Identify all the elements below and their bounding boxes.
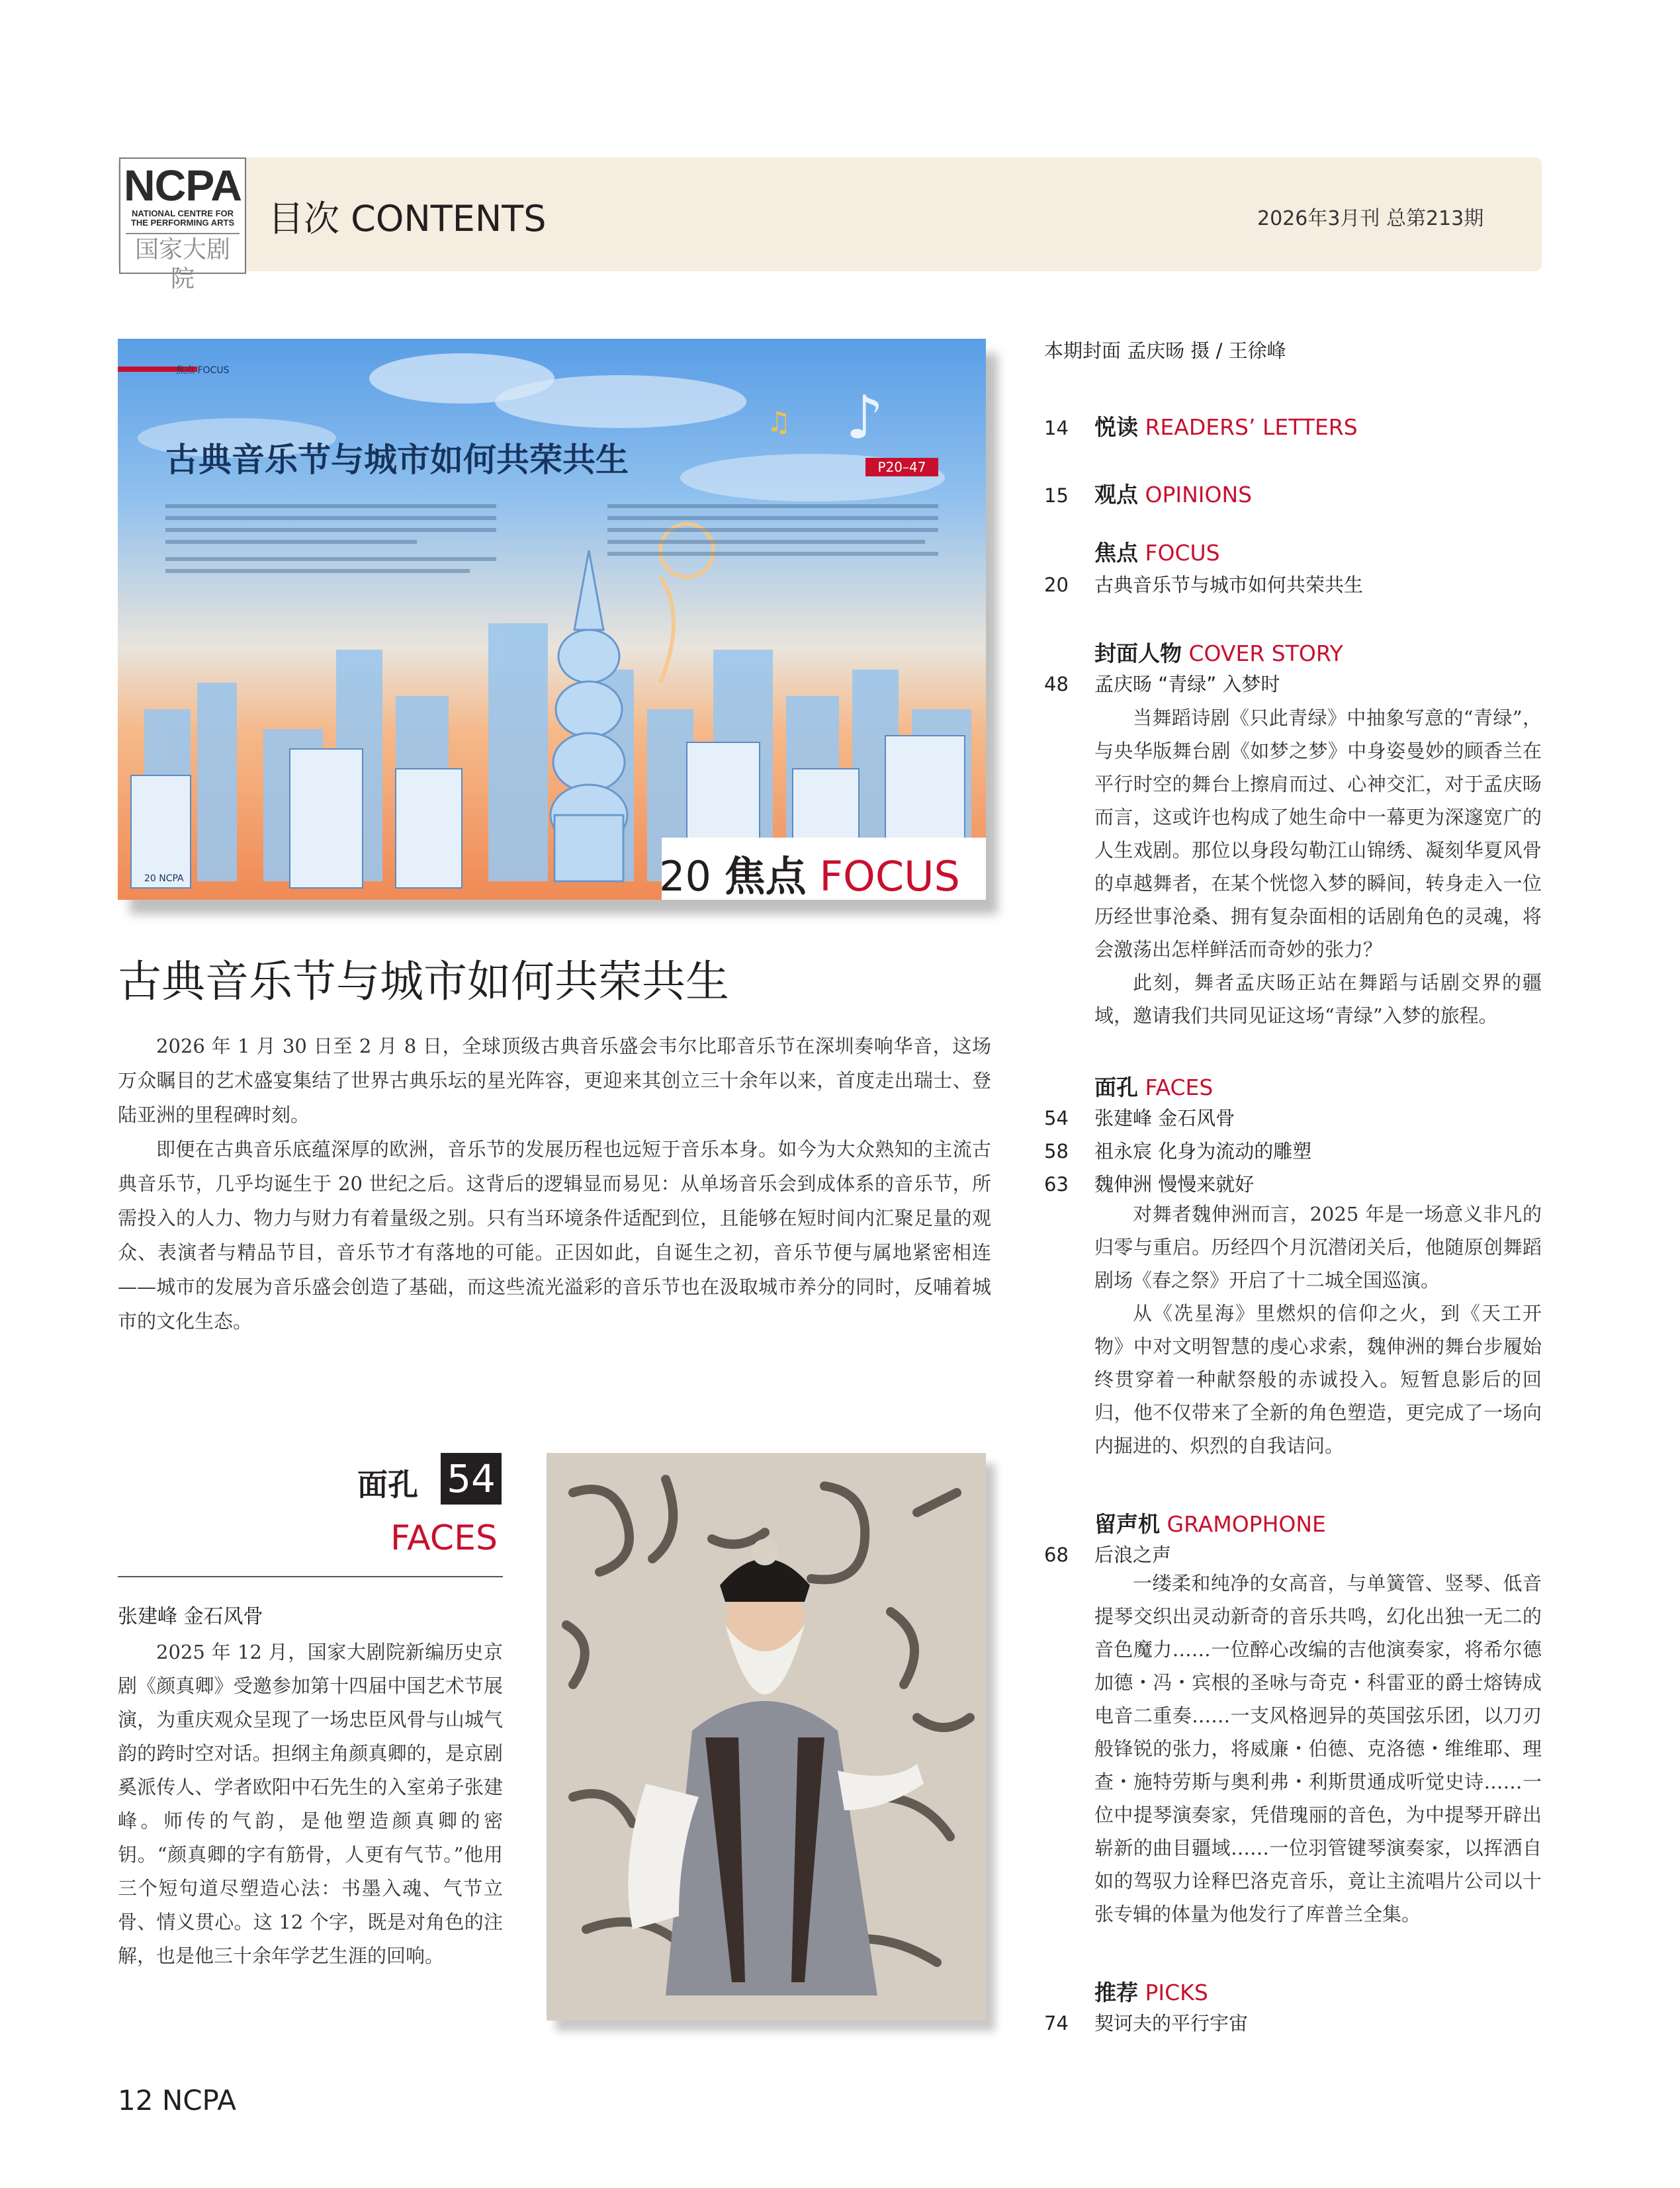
toc-entry[interactable] [1044, 670, 1280, 697]
toc-section-en: READERS’ LETTERS [1145, 414, 1358, 440]
cover-credit: 本期封面 孟庆旸 摄 / 王徐峰 [1044, 339, 1286, 362]
toc-section-cn: 推荐 [1094, 1980, 1138, 2005]
toc-gramophone-heading [1094, 1507, 1326, 1538]
toc-entry[interactable] [1044, 1540, 1171, 1567]
toc-section-cn: 观点 [1094, 482, 1138, 507]
toc-section-cn: 焦点 [1094, 540, 1138, 566]
toc-entry[interactable] [1044, 1104, 1235, 1131]
toc-entry-title: 孟庆旸 “青绿” 入梦时 [1094, 673, 1280, 695]
toc-section-cn: 封面人物 [1094, 640, 1182, 666]
cover-caption-number: 20 [659, 852, 711, 900]
cover-headline: 古典音乐节与城市如何共荣共生 [165, 440, 629, 479]
toc-entry-title: 古典音乐节与城市如何共荣共生 [1094, 574, 1364, 596]
focus-paragraph: 即便在古典音乐底蕴深厚的欧洲，音乐节的发展历程也远短于音乐本身。如今为大众熟知的主流古典音乐节，几乎均诞生于 20 世纪之后。这背后的逻辑显而易见：从单场音乐会到成体系的音乐节，所需投入的人力、物力与财力有着量级之别。只有当环境条件适配到位，且能够在短时间内汇聚足量的观众、表演者与精品节目，音乐节才有落地的可能。正因如此，自诞生之初，音乐节便与属地紧密相连——城市的发展为音乐盛会创造了基础，而这些流光溢彩的音乐节也在汲取城市养分的同时，反哺着城市的文化生态。 [118, 1138, 991, 1333]
toc-entry[interactable] [1044, 2009, 1248, 2036]
logo-subtitle-1: NATIONAL CENTRE FOR [131, 208, 234, 218]
focus-paragraph: 2026 年 1 月 30 日至 2 月 8 日，全球顶级古典音乐盛会韦尔比耶音乐节在深圳奏响华音，这场万众瞩目的艺术盛宴集结了世界古典乐坛的星光阵容，更迎来其创立三十余年以来，首度走出瑞士、登陆亚洲的里程碑时刻。 [118, 1035, 991, 1126]
cover-folio: 20 NCPA [144, 873, 184, 884]
toc-page-number: 63 [1044, 1173, 1069, 1196]
page-footer [118, 2084, 236, 2117]
summary-paragraph: 对舞者魏伸洲而言，2025 年是一场意义非凡的归零与重启。历经四个月沉潜闭关后，他随原创舞蹈剧场《春之祭》开启了十二城全国巡演。 [1094, 1203, 1542, 1291]
toc-section-cn: 留声机 [1094, 1511, 1160, 1537]
toc-section-en: PICKS [1145, 1980, 1208, 2005]
logo-text: NCPA [123, 161, 242, 210]
summary-paragraph: 当舞蹈诗剧《只此青绿》中抽象写意的“青绿”，与央华版舞台剧《如梦之梦》中身姿曼妙的顾香兰在平行时空的舞台上擦肩而过、心神交汇，对于孟庆旸而言，这或许也构成了她生命中一幕更为深邃宽广的人生戏剧。那位以身段勾勒江山锦绣、凝刻华夏风骨的卓越舞者，在某个恍惚入梦的瞬间，转身走入一位历经世事沧桑、拥有复杂面相的话剧角色的灵魂，将会激荡出怎样鲜活而奇妙的张力？ [1094, 707, 1542, 961]
gramophone-summary [1094, 1567, 1542, 1931]
toc-entry[interactable] [1044, 1137, 1311, 1164]
faces-subtitle: 张建峰 金石风骨 [118, 1605, 263, 1628]
toc-entry-title: 契诃夫的平行宇宙 [1094, 2012, 1249, 2035]
footer-brand: NCPA [161, 2084, 236, 2117]
opera-illustration [547, 1453, 986, 2021]
toc-section-cn: 悦读 [1094, 414, 1138, 440]
faces-body [118, 1636, 503, 1973]
cover-caption-cn: 焦点 [724, 852, 807, 900]
toc-page-number: 54 [1044, 1107, 1069, 1129]
toc-cover-story-heading [1094, 636, 1343, 668]
toc-faces-heading [1094, 1071, 1213, 1102]
issue-info: 2026年3月刊 总第213期 [1257, 207, 1484, 230]
opera-performer-photo [547, 1453, 986, 2021]
toc-entry[interactable] [1044, 1170, 1254, 1197]
toc-readers-letters[interactable] [1044, 410, 1358, 441]
toc-entry-title: 魏伸洲 慢慢来就好 [1094, 1173, 1255, 1196]
toc-page-number: 74 [1044, 2012, 1069, 2035]
footer-page-number: 12 [118, 2084, 154, 2117]
summary-paragraph: 此刻，舞者孟庆旸正站在舞蹈与话剧交界的疆域，邀请我们共同见证这场“青绿”入梦的旅程。 [1094, 971, 1542, 1027]
logo-chinese: 国家大剧院 [126, 233, 240, 294]
faces-summary [1094, 1198, 1542, 1462]
contents-title: 目次 CONTENTS [268, 198, 547, 240]
focus-cover-image [118, 339, 986, 900]
toc-page-number: 14 [1044, 417, 1069, 439]
cover-caption [659, 844, 960, 902]
city-illustration [118, 339, 986, 900]
toc-section-cn: 面孔 [1094, 1074, 1138, 1100]
toc-page-number: 20 [1044, 574, 1069, 596]
focus-article-title: 古典音乐节与城市如何共荣共生 [118, 956, 729, 1007]
toc-entry-title: 后浪之声 [1094, 1544, 1172, 1566]
faces-heading-cn: 面孔 [357, 1467, 418, 1503]
toc-section-en: OPINIONS [1145, 482, 1253, 507]
summary-paragraph: 一缕柔和纯净的女高音，与单簧管、竖琴、低音提琴交织出灵动新奇的音乐共鸣，幻化出独一无二的音色魔力……一位醉心改编的吉他演奏家，将希尔德加德・冯・宾根的圣咏与奇克・科雷亚的爵士熔铸成电音二重奏……一支风格迥异的英国弦乐团，以刀刃般锋锐的张力，将威廉・伯德、克洛德・维维耶、理查・施特劳斯与奥利弗・利斯贯通成听觉史诗……一位中提琴演奏家，凭借瑰丽的音色，为中提琴开辟出崭新的曲目疆域……一位羽管键琴演奏家，以挥洒自如的驾驭力诠释巴洛克音乐，竟让主流唱片公司以十张专辑的体量为他发行了库普兰全集。 [1094, 1572, 1542, 1925]
svg-text:♪: ♪ [846, 383, 884, 453]
toc-section-en: FACES [1145, 1074, 1214, 1100]
faces-heading-en: FACES [390, 1518, 498, 1558]
toc-entry[interactable] [1044, 570, 1363, 597]
cover-story-summary [1094, 701, 1542, 1032]
cover-tag: 焦点 FOCUS [176, 365, 230, 376]
toc-page-number: 58 [1044, 1140, 1069, 1162]
faces-page-number: 54 [441, 1453, 502, 1505]
toc-picks-heading [1094, 1976, 1208, 2007]
divider [118, 1576, 503, 1577]
logo-subtitle-2: THE PERFORMING ARTS [130, 218, 235, 228]
ncpa-logo [119, 157, 246, 292]
toc-page-number: 15 [1044, 484, 1069, 507]
focus-article-body [118, 1029, 991, 1338]
cover-caption-en: FOCUS [819, 852, 960, 900]
summary-paragraph: 从《冼星海》里燃炽的信仰之火，到《天工开物》中对文明智慧的虔心求索，魏伸洲的舞台步履始终贯穿着一种献祭般的赤诚投入。短暂息影后的回归，他不仅带来了全新的角色塑造，更完成了一场向内掘进的、炽烈的自我诘问。 [1094, 1302, 1542, 1457]
faces-paragraph: 2025 年 12 月，国家大剧院新编历史京剧《颜真卿》受邀参加第十四届中国艺术节展演，为重庆观众呈现了一场忠臣风骨与山城气韵的跨时空对话。担纲主角颜真卿的，是京剧奚派传人、学者欧阳中石先生的入室弟子张建峰。师传的气韵，是他塑造颜真卿的密钥。“颜真卿的字有筋骨，人更有气节。”他用三个短句道尽塑造心法：书墨入魂、气节立骨、情义贯心。这 12 个字，既是对角色的注解，也是他三十余年学艺生涯的回响。 [118, 1641, 503, 1967]
svg-text:♫: ♫ [766, 406, 791, 438]
cover-page-range: P20–47 [877, 459, 926, 475]
toc-page-number: 48 [1044, 673, 1069, 695]
toc-page-number: 68 [1044, 1544, 1069, 1566]
toc-section-en: COVER STORY [1188, 640, 1343, 666]
toc-focus-heading [1094, 536, 1220, 567]
toc-entry-title: 张建峰 金石风骨 [1094, 1107, 1235, 1129]
toc-section-en: FOCUS [1145, 540, 1220, 566]
toc-entry-title: 祖永宸 化身为流动的雕塑 [1094, 1140, 1312, 1162]
toc-section-en: GRAMOPHONE [1167, 1511, 1326, 1537]
toc-opinions[interactable] [1044, 478, 1252, 509]
